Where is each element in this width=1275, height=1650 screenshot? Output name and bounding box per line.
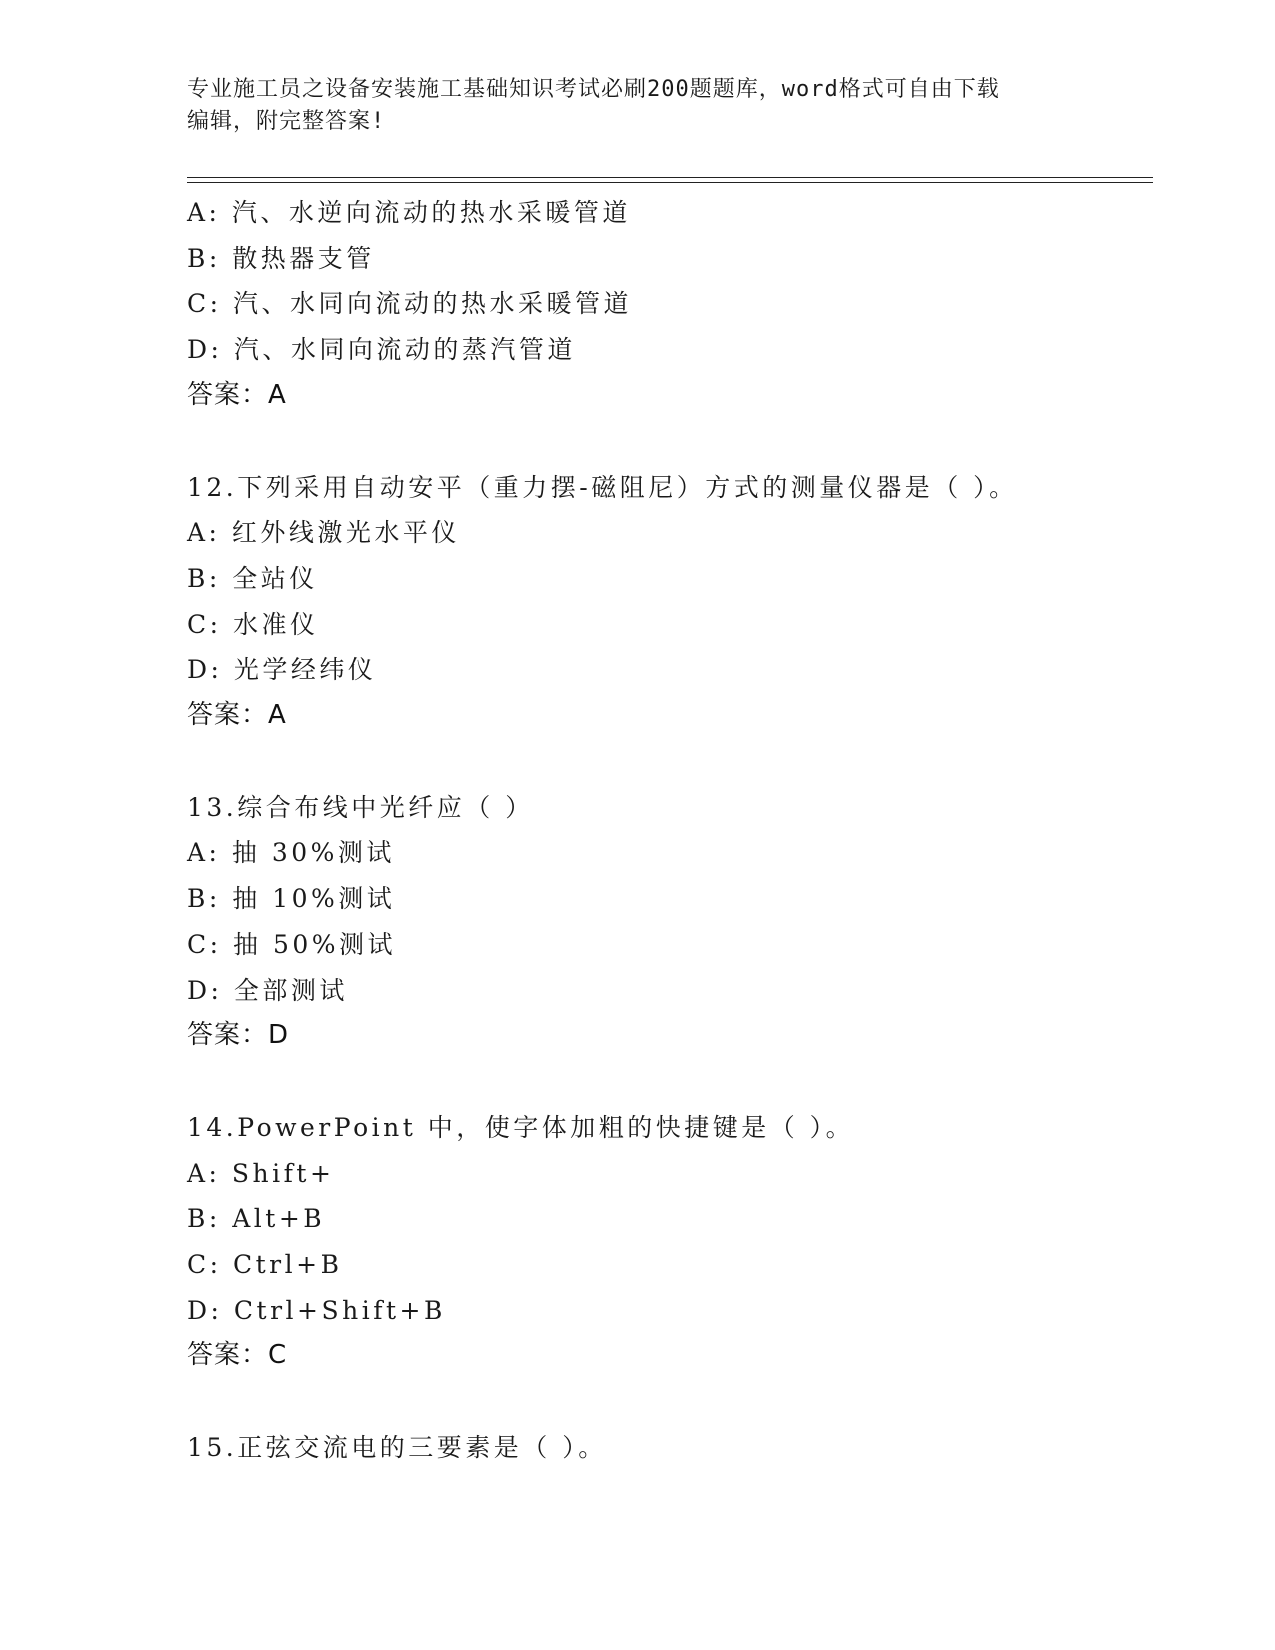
question-stem: 14.PowerPoint 中，使字体加粗的快捷键是（ ）。 [187, 1112, 855, 1142]
question-stem: 15.正弦交流电的三要素是（ ）。 [187, 1433, 607, 1463]
option-d: D: 全部测试 [187, 975, 348, 1005]
question-12 [187, 465, 1153, 739]
answer-line: 答案：C [187, 1340, 288, 1371]
answer-line: 答案：A [187, 700, 287, 731]
option-a: A: 抽 30%测试 [187, 838, 395, 868]
option-c: C: 汽、水同向流动的热水采暖管道 [187, 289, 632, 319]
option-d: D: 汽、水同向流动的蒸汽管道 [187, 335, 576, 365]
option-c: C: 抽 50%测试 [187, 929, 397, 959]
header-line-2: 编辑，附完整答案! [187, 109, 386, 134]
option-c: C: 水准仪 [187, 609, 319, 639]
option-b: B: Alt+B [187, 1204, 326, 1234]
header-line-1: 专业施工员之设备安装施工基础知识考试必刷200题题库，word格式可自由下载 [187, 77, 1000, 102]
question-15 [187, 1425, 1153, 1471]
question-stem: 13.综合布线中光纤应（ ） [187, 792, 534, 822]
question-list [187, 190, 1153, 1517]
option-c: C: Ctrl+B [187, 1250, 343, 1280]
option-d: D: 光学经纬仪 [187, 655, 377, 685]
header-divider-bottom [187, 182, 1153, 183]
option-a: A: 汽、水逆向流动的热水采暖管道 [187, 198, 631, 227]
question-11-continued [187, 190, 1153, 419]
answer-line: 答案：D [187, 1020, 290, 1051]
header-divider-top [187, 177, 1153, 178]
option-b: B: 散热器支管 [187, 243, 375, 273]
answer-line: 答案：A [187, 379, 287, 410]
question-13 [187, 785, 1153, 1059]
option-b: B: 全站仪 [187, 563, 318, 593]
option-a: A: Shift+ [187, 1158, 335, 1188]
question-14 [187, 1105, 1153, 1379]
option-b: B: 抽 10%测试 [187, 884, 396, 914]
option-d: D: Ctrl+Shift+B [187, 1295, 446, 1325]
document-header [187, 74, 1067, 138]
question-stem: 12.下列采用自动安平（重力摆-磁阻尼）方式的测量仪器是（ ）。 [187, 472, 1018, 502]
option-a: A: 红外线激光水平仪 [187, 518, 460, 548]
